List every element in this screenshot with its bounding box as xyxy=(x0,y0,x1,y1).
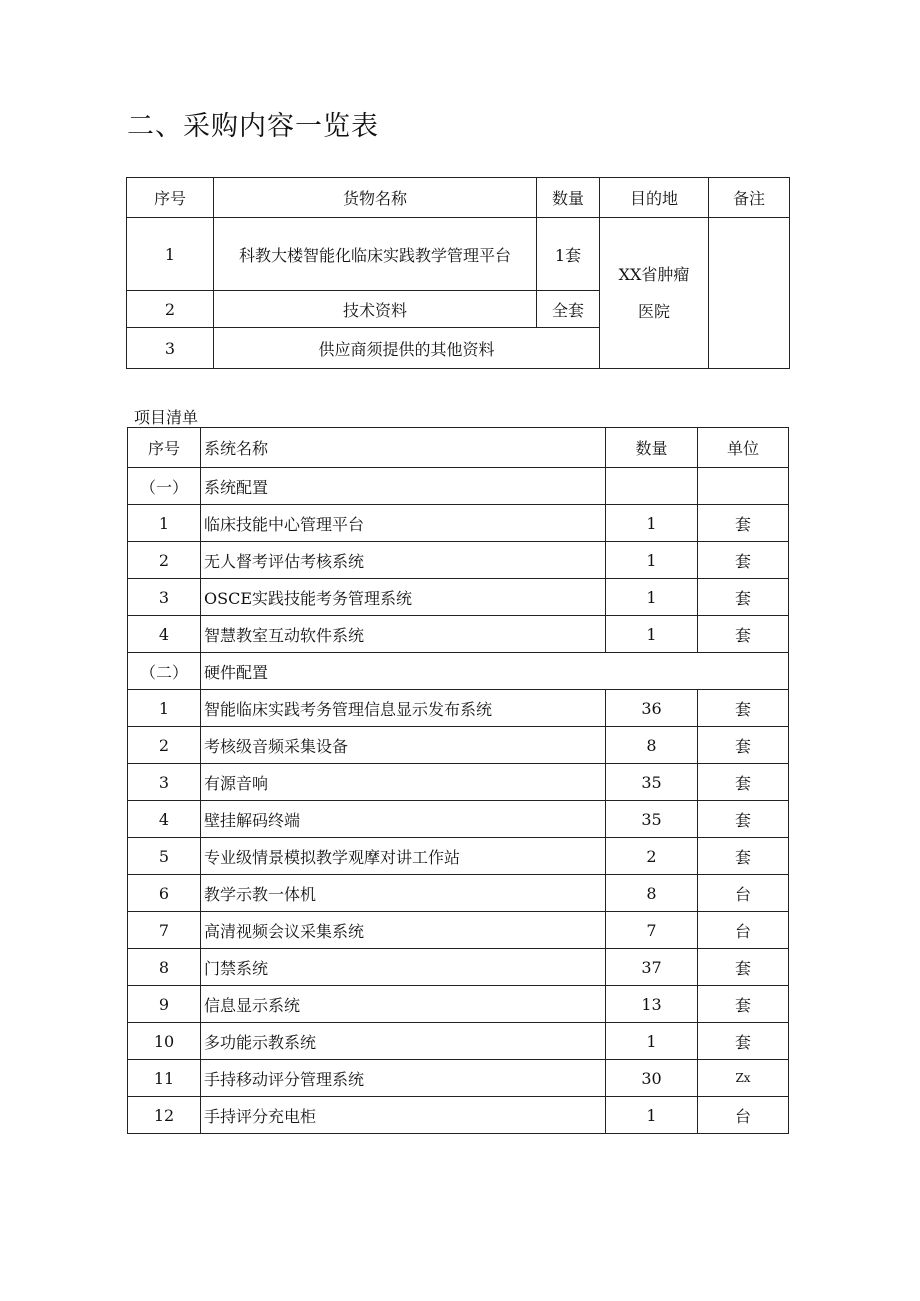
row-qty: 8 xyxy=(606,875,698,912)
table-row xyxy=(128,1097,789,1134)
row-qty: 36 xyxy=(606,690,698,727)
row-name: 壁挂解码终端 xyxy=(201,801,606,838)
row-no: 4 xyxy=(128,801,201,838)
row-unit: 套 xyxy=(698,690,789,727)
row-no: 1 xyxy=(128,690,201,727)
row-qty: 35 xyxy=(606,764,698,801)
table1-header-destination: 目的地 xyxy=(600,178,709,218)
row-qty: 35 xyxy=(606,801,698,838)
table-row xyxy=(128,690,789,727)
group-label: （二） xyxy=(128,653,201,690)
row-unit: 套 xyxy=(698,505,789,542)
destination-line2: 医院 xyxy=(637,302,670,321)
row-name: 教学示教一体机 xyxy=(201,875,606,912)
row-qty: 1 xyxy=(606,579,698,616)
destination-line1: XX省肿瘤 xyxy=(618,265,690,284)
row-name: 智慧教室互动软件系统 xyxy=(201,616,606,653)
table-row xyxy=(128,1060,789,1097)
row-qty: 13 xyxy=(606,986,698,1023)
row-unit: 套 xyxy=(698,986,789,1023)
row-qty: 8 xyxy=(606,727,698,764)
row-unit: 套 xyxy=(698,616,789,653)
table-row xyxy=(128,986,789,1023)
table1-header-remark: 备注 xyxy=(709,178,790,218)
item-list-table xyxy=(127,427,789,1134)
group-row-hardware xyxy=(128,653,789,690)
row-name: 考核级音频采集设备 xyxy=(201,727,606,764)
group-name: 系统配置 xyxy=(201,468,606,505)
page-title: 二、采购内容一览表 xyxy=(127,111,379,142)
row-unit: 套 xyxy=(698,542,789,579)
row-no: 10 xyxy=(128,1023,201,1060)
row-no: 7 xyxy=(128,912,201,949)
row-no: 9 xyxy=(128,986,201,1023)
table-row xyxy=(128,949,789,986)
row-no: 11 xyxy=(128,1060,201,1097)
row-name: 信息显示系统 xyxy=(201,986,606,1023)
table2-header-qty: 数量 xyxy=(606,428,698,468)
table-row xyxy=(128,505,789,542)
table1-header-no: 序号 xyxy=(127,178,214,218)
row-name: 高清视频会议采集系统 xyxy=(201,912,606,949)
row-no: 6 xyxy=(128,875,201,912)
row-unit: 套 xyxy=(698,1023,789,1060)
row-qty: 2 xyxy=(606,838,698,875)
row-no: 3 xyxy=(128,579,201,616)
table1-header-qty: 数量 xyxy=(537,178,600,218)
row-qty: 全套 xyxy=(537,291,600,328)
table-row xyxy=(128,838,789,875)
row-qty: 37 xyxy=(606,949,698,986)
group-name: 硬件配置 xyxy=(201,653,789,690)
row-unit: 台 xyxy=(698,1097,789,1134)
row-no: 2 xyxy=(127,291,214,328)
row-unit: 套 xyxy=(698,764,789,801)
remark-cell xyxy=(709,218,790,369)
row-name: 无人督考评估考核系统 xyxy=(201,542,606,579)
table-row xyxy=(128,727,789,764)
row-qty: 1 xyxy=(606,1097,698,1134)
table-row xyxy=(128,542,789,579)
row-name: 多功能示教系统 xyxy=(201,1023,606,1060)
row-unit: 台 xyxy=(698,875,789,912)
row-name: 有源音响 xyxy=(201,764,606,801)
row-qty: 1 xyxy=(606,505,698,542)
table-row xyxy=(128,912,789,949)
table2-header-name: 系统名称 xyxy=(201,428,606,468)
row-qty: 1套 xyxy=(537,218,600,291)
row-name: 临床技能中心管理平台 xyxy=(201,505,606,542)
table-row xyxy=(128,875,789,912)
row-unit: 套 xyxy=(698,801,789,838)
row-no: 3 xyxy=(127,328,214,369)
group-label: （一） xyxy=(128,468,201,505)
row-no: 1 xyxy=(127,218,214,291)
row-qty: 1 xyxy=(606,616,698,653)
table-row xyxy=(127,218,790,291)
row-name: 手持移动评分管理系统 xyxy=(201,1060,606,1097)
destination-cell xyxy=(600,218,709,369)
row-no: 5 xyxy=(128,838,201,875)
row-name: 技术资料 xyxy=(214,291,537,328)
row-name: 科教大楼智能化临床实践教学管理平台 xyxy=(214,218,537,291)
row-no: 2 xyxy=(128,542,201,579)
table-row xyxy=(128,764,789,801)
table-row xyxy=(128,616,789,653)
row-no: 12 xyxy=(128,1097,201,1134)
table2-header-row xyxy=(128,428,789,468)
row-name: 智能临床实践考务管理信息显示发布系统 xyxy=(201,690,606,727)
table2-header-unit: 单位 xyxy=(698,428,789,468)
row-no: 8 xyxy=(128,949,201,986)
row-name: 门禁系统 xyxy=(201,949,606,986)
table-row xyxy=(128,801,789,838)
row-qty: 7 xyxy=(606,912,698,949)
row-no: 4 xyxy=(128,616,201,653)
row-no: 2 xyxy=(128,727,201,764)
table-row xyxy=(128,1023,789,1060)
row-unit: 套 xyxy=(698,579,789,616)
table-row xyxy=(128,579,789,616)
table2-header-no: 序号 xyxy=(128,428,201,468)
row-unit: 套 xyxy=(698,727,789,764)
row-qty: 1 xyxy=(606,542,698,579)
row-unit: 套 xyxy=(698,838,789,875)
row-name: 手持评分充电柜 xyxy=(201,1097,606,1134)
row-qty: 30 xyxy=(606,1060,698,1097)
row-name: 专业级情景模拟教学观摩对讲工作站 xyxy=(201,838,606,875)
group-row-software xyxy=(128,468,789,505)
row-unit: 台 xyxy=(698,912,789,949)
table1-header-row xyxy=(127,178,790,218)
row-qty: 1 xyxy=(606,1023,698,1060)
row-no: 1 xyxy=(128,505,201,542)
row-unit: Zx xyxy=(698,1060,789,1097)
row-no: 3 xyxy=(128,764,201,801)
table1-header-name: 货物名称 xyxy=(214,178,537,218)
row-name: OSCE实践技能考务管理系统 xyxy=(201,579,606,616)
row-name: 供应商须提供的其他资料 xyxy=(214,328,600,369)
row-unit: 套 xyxy=(698,949,789,986)
section-subtitle: 项目清单 xyxy=(134,408,199,427)
procurement-table xyxy=(126,177,790,369)
